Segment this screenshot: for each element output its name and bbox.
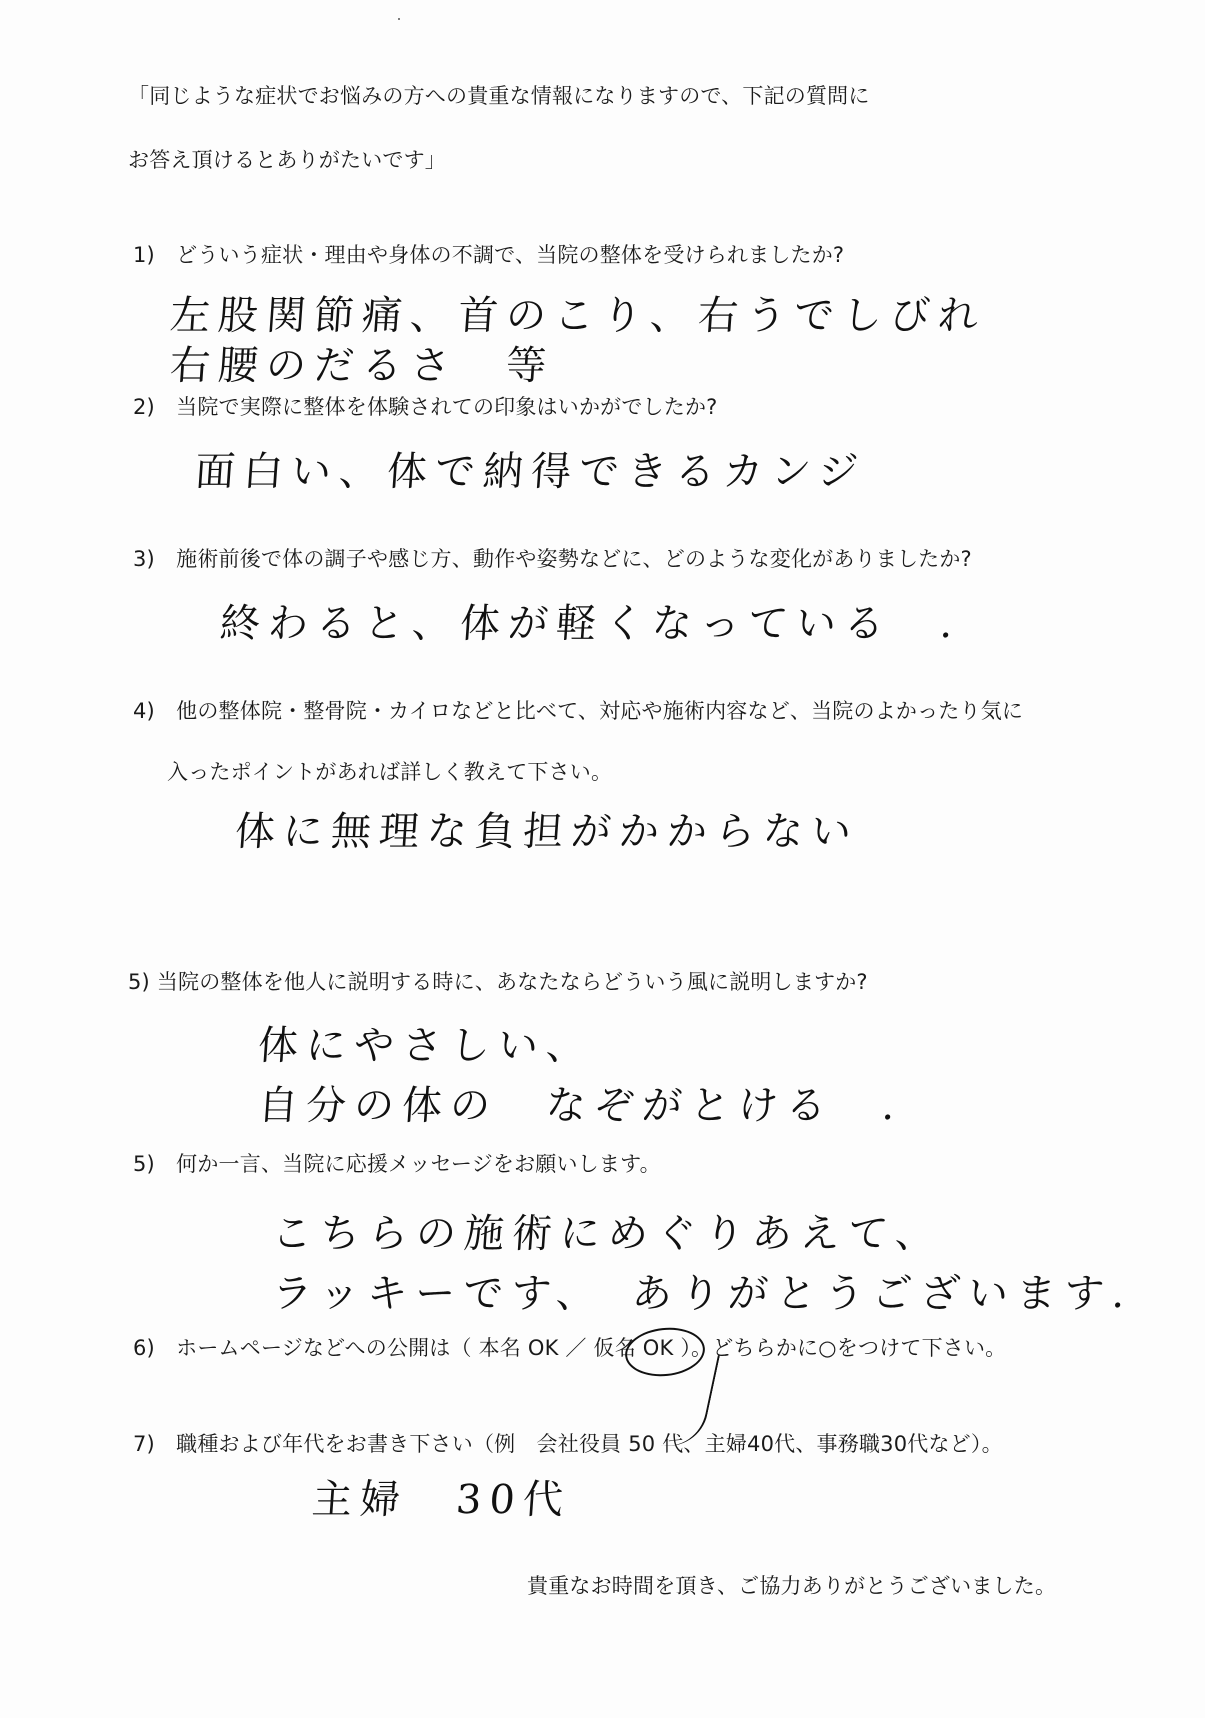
- answer-2-line-1: 面白い、体で納得できるカンジ: [193, 449, 868, 495]
- question-2: 2) 当院で実際に整体を体験されての印象はいかがでしたか?: [133, 395, 718, 419]
- answer-4-line-1: 体に無理な負担がかからない: [233, 809, 861, 855]
- question-4: 4) 他の整体院・整骨院・カイロなどと比べて、対応や施術内容など、当院のよかったり気に: [133, 699, 1024, 723]
- answer-message-line-2: ラッキーです、 ありがとうございます.: [270, 1271, 1135, 1317]
- answer-1-line-2: 右腰のだるさ 等: [168, 343, 556, 389]
- question-8-occupation: 7) 職種および年代をお書き下さい（例 会社役員 50 代、主婦40代、事務職30代など）。: [133, 1432, 1003, 1456]
- question-4-line-2: 入ったポイントがあれば詳しく教えて下さい。: [167, 760, 613, 784]
- question-7-publication: 6) ホームページなどへの公開は（ 本名 OK ／ 仮名 OK ）。どちらかに○をつけて下さい。: [133, 1336, 1007, 1360]
- answer-occupation-line-1: 主婦 30代: [310, 1477, 573, 1523]
- intro-line-1: 「同じような症状でお悩みの方への貴重な情報になりますので、下記の質問に: [128, 84, 870, 108]
- answer-1-line-1: 左股関節痛、首のこり、右うでしびれ: [168, 293, 988, 339]
- question-5: 5) 当院の整体を他人に説明する時に、あなたならどういう風に説明しますか?: [128, 970, 868, 994]
- question-3: 3) 施術前後で体の調子や感じ方、動作や姿勢などに、どのような変化がありましたか?: [133, 547, 972, 571]
- question-1: 1) どういう症状・理由や身体の不調で、当院の整体を受けられましたか?: [133, 243, 845, 267]
- intro-line-2: お答え頂けるとありがたいです」: [128, 148, 446, 172]
- answer-5-line-1: 体にやさしい、: [256, 1023, 596, 1069]
- paper-speck: [398, 18, 400, 20]
- answer-3-line-1: 終わると、体が軽くなっている .: [218, 601, 963, 647]
- answer-message-line-1: こちらの施術にめぐりあえて、: [270, 1211, 945, 1257]
- answer-5-line-2: 自分の体の なぞがとける .: [256, 1083, 905, 1129]
- question-6-message: 5) 何か一言、当院に応援メッセージをお願いします。: [133, 1152, 661, 1176]
- closing-thanks: 貴重なお時間を頂き、ご協力ありがとうございました。: [527, 1574, 1057, 1598]
